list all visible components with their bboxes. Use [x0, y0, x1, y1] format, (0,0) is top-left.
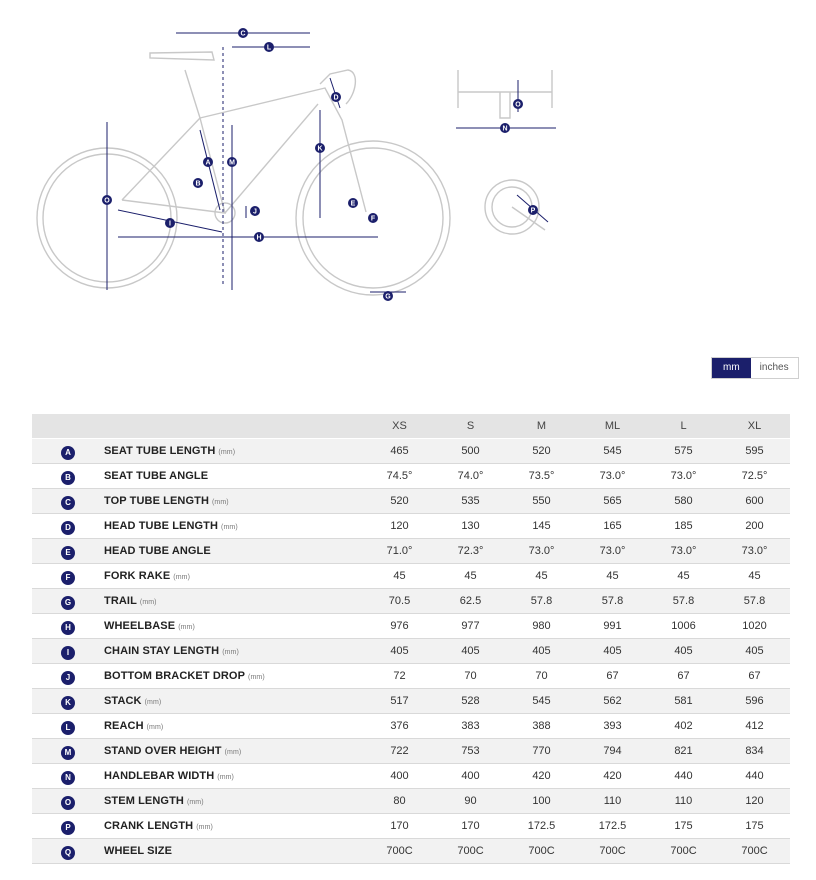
- value-cell: 74.5°: [364, 464, 435, 489]
- row-letter-cell: [32, 614, 104, 639]
- row-letter-cell: [32, 464, 104, 489]
- value-cell: 145: [506, 514, 577, 539]
- measurement-name: TOP TUBE LENGTH: [104, 495, 209, 507]
- value-cell: 405: [364, 639, 435, 664]
- table-row: [32, 639, 790, 664]
- value-cell: 57.8: [719, 589, 790, 614]
- row-letter-cell: [32, 739, 104, 764]
- measurement-unit: (mm): [222, 649, 239, 656]
- table-row: [32, 564, 790, 589]
- value-cell: 412: [719, 714, 790, 739]
- table-row: [32, 464, 790, 489]
- measurement-name-cell: [104, 564, 364, 589]
- value-cell: 172.5: [577, 814, 648, 839]
- unit-mm-button[interactable]: mm: [712, 358, 751, 378]
- letter-badge: C: [61, 496, 75, 510]
- letter-badge: J: [61, 671, 75, 685]
- measurement-name-cell: [104, 514, 364, 539]
- value-cell: 67: [577, 664, 648, 689]
- svg-text:K: K: [317, 145, 323, 153]
- value-cell: 185: [648, 514, 719, 539]
- value-cell: 120: [719, 789, 790, 814]
- measurement-name: TRAIL: [104, 595, 137, 607]
- measurement-unit: (mm): [186, 799, 204, 806]
- table-row: [32, 514, 790, 539]
- measurement-unit: (mm): [178, 624, 195, 631]
- value-cell: 595: [719, 439, 790, 464]
- table-row: [32, 714, 790, 739]
- value-cell: 70: [435, 664, 506, 689]
- row-letter-cell: [32, 514, 104, 539]
- value-cell: 62.5: [435, 589, 506, 614]
- value-cell: 520: [364, 489, 435, 514]
- unit-toggle: [711, 357, 799, 379]
- measurement-name: WHEELBASE: [104, 620, 176, 632]
- table-row: [32, 489, 790, 514]
- measurement-name: HEAD TUBE ANGLE: [104, 545, 211, 557]
- value-cell: 45: [506, 564, 577, 589]
- value-cell: 130: [435, 514, 506, 539]
- value-cell: 535: [435, 489, 506, 514]
- value-cell: 100: [506, 789, 577, 814]
- diagram-badge-a: [203, 157, 213, 167]
- size-header: XS: [364, 414, 435, 439]
- value-cell: 80: [364, 789, 435, 814]
- value-cell: 400: [364, 764, 435, 789]
- value-cell: 393: [577, 714, 648, 739]
- letter-badge: D: [61, 521, 75, 535]
- measurement-name-cell: [104, 714, 364, 739]
- value-cell: 72.3°: [435, 539, 506, 564]
- diagram-badge-m: [227, 157, 237, 167]
- measurement-name: WHEEL SIZE: [104, 845, 173, 857]
- measurement-name: CHAIN STAY LENGTH: [104, 645, 220, 657]
- measurement-name: HANDLEBAR WIDTH: [104, 770, 215, 782]
- unit-inches-button[interactable]: inches: [751, 358, 798, 378]
- measurement-name: REACH: [104, 720, 144, 732]
- diagram-badge-o: [102, 195, 112, 205]
- letter-badge: A: [61, 446, 75, 460]
- value-cell: 175: [719, 814, 790, 839]
- measurement-name-cell: [104, 489, 364, 514]
- table-row: [32, 439, 790, 464]
- value-cell: 71.0°: [364, 539, 435, 564]
- row-letter-cell: [32, 439, 104, 464]
- row-letter-cell: [32, 589, 104, 614]
- diagram-badge-n: [500, 123, 510, 133]
- measurement-name-cell: [104, 689, 364, 714]
- letter-badge: E: [61, 546, 75, 560]
- value-cell: 110: [648, 789, 719, 814]
- value-cell: 753: [435, 739, 506, 764]
- table-row: [32, 789, 790, 814]
- value-cell: 405: [506, 639, 577, 664]
- diagram-badge-d: [331, 92, 341, 102]
- svg-text:N: N: [502, 125, 508, 133]
- measurement-name-cell: [104, 739, 364, 764]
- value-cell: 74.0°: [435, 464, 506, 489]
- value-cell: 545: [506, 689, 577, 714]
- table-row: [32, 764, 790, 789]
- letter-badge: B: [61, 471, 75, 485]
- letter-badge: H: [61, 621, 75, 635]
- measurement-name: STEM LENGTH: [104, 795, 184, 807]
- row-letter-cell: [32, 489, 104, 514]
- value-cell: 980: [506, 614, 577, 639]
- value-cell: 172.5: [506, 814, 577, 839]
- svg-text:F: F: [370, 215, 376, 223]
- svg-text:G: G: [385, 293, 391, 301]
- value-cell: 45: [577, 564, 648, 589]
- value-cell: 420: [506, 764, 577, 789]
- value-cell: 565: [577, 489, 648, 514]
- svg-text:H: H: [256, 234, 262, 242]
- row-letter-cell: [32, 789, 104, 814]
- value-cell: 600: [719, 489, 790, 514]
- value-cell: 73.5°: [506, 464, 577, 489]
- measurement-unit: (mm): [144, 699, 162, 706]
- measurement-unit: (mm): [139, 599, 157, 606]
- measurement-name-cell: [104, 614, 364, 639]
- letter-badge: I: [61, 646, 75, 660]
- diagram-badge-j: [250, 206, 260, 216]
- diagram-badge-k: [315, 143, 325, 153]
- measurement-unit: (mm): [217, 774, 234, 781]
- value-cell: 73.0°: [719, 539, 790, 564]
- table-row: [32, 589, 790, 614]
- svg-text:L: L: [266, 44, 272, 52]
- value-cell: 700C: [506, 839, 577, 864]
- value-cell: 400: [435, 764, 506, 789]
- value-cell: 465: [364, 439, 435, 464]
- value-cell: 376: [364, 714, 435, 739]
- value-cell: 175: [648, 814, 719, 839]
- table-row: [32, 839, 790, 864]
- letter-badge: M: [61, 746, 75, 760]
- value-cell: 1006: [648, 614, 719, 639]
- value-cell: 528: [435, 689, 506, 714]
- size-header: S: [435, 414, 506, 439]
- header-blank: [32, 414, 104, 439]
- value-cell: 517: [364, 689, 435, 714]
- measurement-name: HEAD TUBE LENGTH: [104, 520, 219, 532]
- diagram-badge-i: [165, 218, 175, 228]
- row-letter-cell: [32, 714, 104, 739]
- table-row: [32, 614, 790, 639]
- measurement-name-cell: [104, 439, 364, 464]
- svg-text:B: B: [195, 180, 201, 188]
- letter-badge: N: [61, 771, 75, 785]
- svg-text:A: A: [205, 159, 211, 167]
- table-row: [32, 689, 790, 714]
- table-header-row: [32, 414, 790, 439]
- letter-badge: F: [61, 571, 75, 585]
- measurement-name-cell: [104, 839, 364, 864]
- diagram-badge-h: [254, 232, 264, 242]
- table-row: [32, 739, 790, 764]
- row-letter-cell: [32, 639, 104, 664]
- value-cell: 170: [435, 814, 506, 839]
- measurement-unit: (mm): [146, 724, 164, 731]
- geometry-table: [32, 414, 790, 864]
- value-cell: 67: [648, 664, 719, 689]
- svg-text:J: J: [253, 208, 257, 216]
- value-cell: 165: [577, 514, 648, 539]
- row-letter-cell: [32, 689, 104, 714]
- value-cell: 821: [648, 739, 719, 764]
- letter-badge: L: [61, 721, 75, 735]
- value-cell: 402: [648, 714, 719, 739]
- measurement-unit: (mm): [196, 824, 213, 831]
- size-header: L: [648, 414, 719, 439]
- row-letter-cell: [32, 814, 104, 839]
- row-letter-cell: [32, 664, 104, 689]
- svg-text:O: O: [104, 197, 110, 205]
- measurement-name: BOTTOM BRACKET DROP: [104, 670, 246, 682]
- table-row: [32, 814, 790, 839]
- value-cell: 45: [435, 564, 506, 589]
- measurement-unit: (mm): [173, 574, 191, 581]
- value-cell: 120: [364, 514, 435, 539]
- letter-badge: Q: [61, 846, 75, 860]
- measurement-name: SEAT TUBE ANGLE: [104, 470, 209, 482]
- value-cell: 440: [648, 764, 719, 789]
- value-cell: 834: [719, 739, 790, 764]
- value-cell: 45: [719, 564, 790, 589]
- measurement-name: STACK: [104, 695, 142, 707]
- measurement-unit: (mm): [212, 499, 229, 506]
- value-cell: 45: [364, 564, 435, 589]
- bike-frame-drawing: [37, 52, 552, 295]
- measurement-name: FORK RAKE: [104, 570, 171, 582]
- value-cell: 383: [435, 714, 506, 739]
- value-cell: 73.0°: [577, 464, 648, 489]
- value-cell: 520: [506, 439, 577, 464]
- value-cell: 794: [577, 739, 648, 764]
- measurement-unit: (mm): [221, 524, 238, 531]
- letter-badge: O: [61, 796, 75, 810]
- svg-text:C: C: [240, 30, 246, 38]
- measurement-name-cell: [104, 764, 364, 789]
- diagram-badge-l: [264, 42, 274, 52]
- table-row: [32, 664, 790, 689]
- value-cell: 700C: [364, 839, 435, 864]
- letter-badge: K: [61, 696, 75, 710]
- table-body: [32, 439, 790, 864]
- value-cell: 110: [577, 789, 648, 814]
- measurement-name-cell: [104, 539, 364, 564]
- value-cell: 67: [719, 664, 790, 689]
- measurement-name-cell: [104, 589, 364, 614]
- size-header: XL: [719, 414, 790, 439]
- value-cell: 550: [506, 489, 577, 514]
- value-cell: 405: [435, 639, 506, 664]
- svg-text:O: O: [515, 101, 521, 109]
- size-header: ML: [577, 414, 648, 439]
- diagram-badge-e: [348, 198, 358, 208]
- measurement-name: CRANK LENGTH: [104, 820, 194, 832]
- value-cell: 991: [577, 614, 648, 639]
- value-cell: 1020: [719, 614, 790, 639]
- value-cell: 977: [435, 614, 506, 639]
- value-cell: 388: [506, 714, 577, 739]
- value-cell: 57.8: [648, 589, 719, 614]
- row-letter-cell: [32, 564, 104, 589]
- value-cell: 405: [577, 639, 648, 664]
- diagram-badge-c: [238, 28, 248, 38]
- bike-geometry-diagram: [0, 0, 816, 310]
- measurement-name-cell: [104, 814, 364, 839]
- value-cell: 405: [648, 639, 719, 664]
- svg-text:M: M: [229, 159, 235, 167]
- svg-text:P: P: [530, 207, 536, 215]
- diagram-badge-g: [383, 291, 393, 301]
- value-cell: 70.5: [364, 589, 435, 614]
- value-cell: 596: [719, 689, 790, 714]
- value-cell: 73.0°: [506, 539, 577, 564]
- size-header: M: [506, 414, 577, 439]
- value-cell: 200: [719, 514, 790, 539]
- value-cell: 700C: [648, 839, 719, 864]
- value-cell: 45: [648, 564, 719, 589]
- value-cell: 440: [719, 764, 790, 789]
- value-cell: 90: [435, 789, 506, 814]
- value-cell: 405: [719, 639, 790, 664]
- table-row: [32, 539, 790, 564]
- measurement-unit: (mm): [218, 449, 236, 456]
- value-cell: 575: [648, 439, 719, 464]
- value-cell: 581: [648, 689, 719, 714]
- value-cell: 73.0°: [577, 539, 648, 564]
- row-letter-cell: [32, 539, 104, 564]
- value-cell: 580: [648, 489, 719, 514]
- svg-text:E: E: [350, 200, 356, 208]
- value-cell: 700C: [435, 839, 506, 864]
- measurement-name: STAND OVER HEIGHT: [104, 745, 222, 757]
- value-cell: 72.5°: [719, 464, 790, 489]
- measurement-name-cell: [104, 464, 364, 489]
- measurement-unit: (mm): [224, 749, 242, 756]
- value-cell: 722: [364, 739, 435, 764]
- value-cell: 57.8: [506, 589, 577, 614]
- diagram-badge-p: [528, 205, 538, 215]
- value-cell: 73.0°: [648, 539, 719, 564]
- value-cell: 420: [577, 764, 648, 789]
- value-cell: 170: [364, 814, 435, 839]
- svg-text:D: D: [333, 94, 339, 102]
- value-cell: 700C: [719, 839, 790, 864]
- measurement-name-cell: [104, 789, 364, 814]
- value-cell: 976: [364, 614, 435, 639]
- diagram-badge-b: [193, 178, 203, 188]
- value-cell: 700C: [577, 839, 648, 864]
- measurement-name: SEAT TUBE LENGTH: [104, 445, 216, 457]
- value-cell: 562: [577, 689, 648, 714]
- svg-text:I: I: [169, 220, 171, 228]
- row-letter-cell: [32, 839, 104, 864]
- diagram-badge-o2: [513, 99, 523, 109]
- header-blank: [104, 414, 364, 439]
- value-cell: 545: [577, 439, 648, 464]
- measurement-name-cell: [104, 664, 364, 689]
- value-cell: 57.8: [577, 589, 648, 614]
- letter-badge: P: [61, 821, 75, 835]
- value-cell: 500: [435, 439, 506, 464]
- value-cell: 770: [506, 739, 577, 764]
- letter-badge: G: [61, 596, 75, 610]
- measurement-unit: (mm): [248, 674, 265, 681]
- value-cell: 72: [364, 664, 435, 689]
- diagram-badge-f: [368, 213, 378, 223]
- value-cell: 70: [506, 664, 577, 689]
- measurement-name-cell: [104, 639, 364, 664]
- value-cell: 73.0°: [648, 464, 719, 489]
- row-letter-cell: [32, 764, 104, 789]
